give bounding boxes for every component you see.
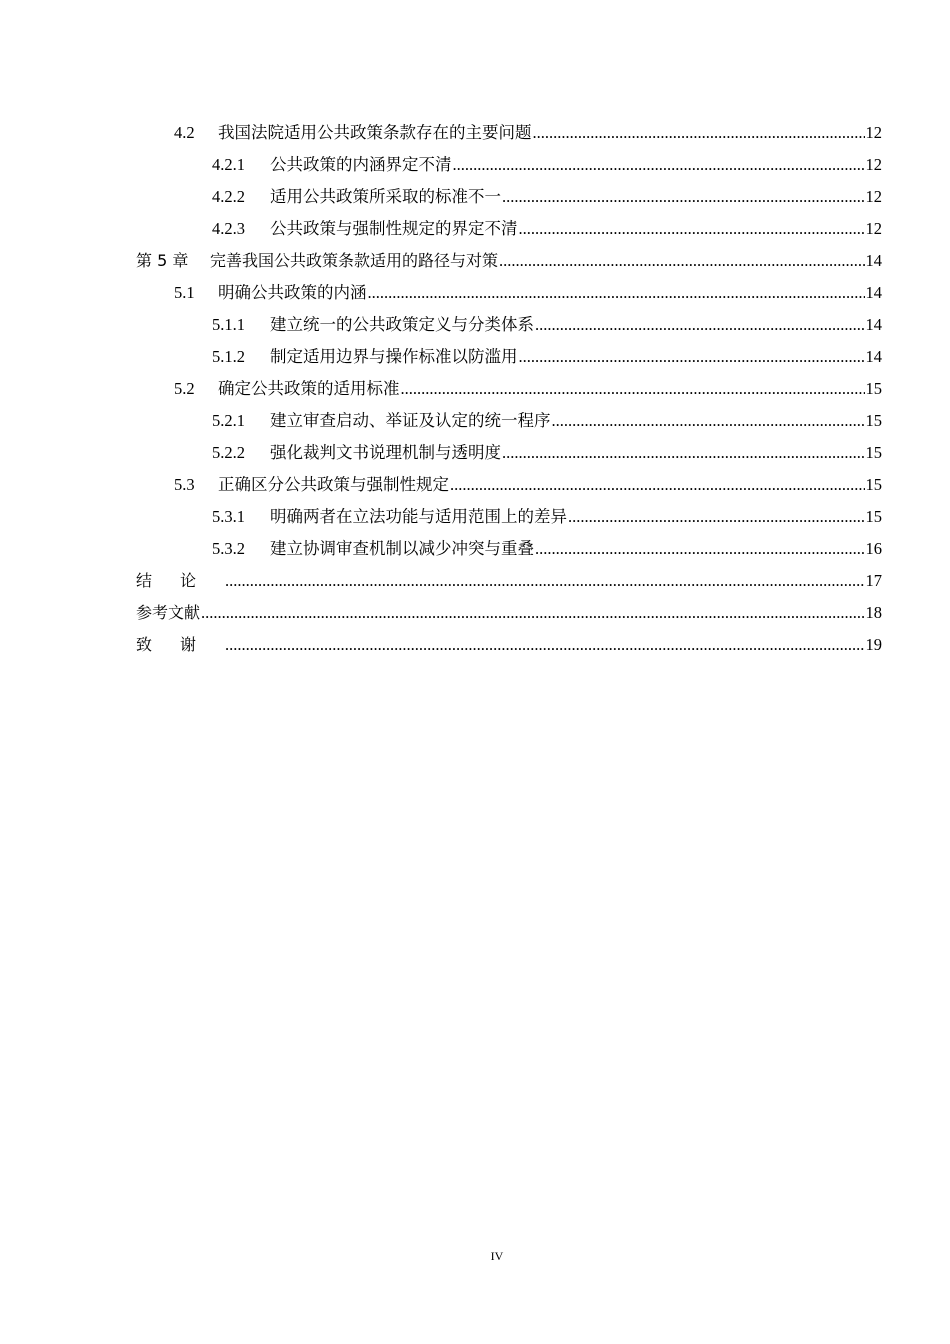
toc-entry-number: 第 5 章 (136, 251, 189, 270)
toc-entry-number: 5.3 (174, 475, 195, 494)
toc-entry-page: 17 (865, 571, 882, 590)
toc-entry-number: 4.2.1 (212, 155, 245, 174)
toc-chapter-entry[interactable] (136, 597, 882, 629)
toc-entry[interactable] (136, 373, 882, 405)
toc-chapter-entry[interactable] (136, 629, 882, 661)
toc-entry-title: 建立协调审查机制以减少冲突与重叠 (270, 539, 534, 558)
toc-chapter-entry[interactable] (136, 245, 882, 277)
toc-dot-leader (552, 405, 865, 437)
toc-dot-leader (401, 373, 865, 405)
toc-entry-page: 14 (865, 251, 882, 270)
toc-entry[interactable] (136, 213, 882, 245)
toc-entry-title: 公共政策的内涵界定不清 (270, 155, 452, 174)
toc-entry-title: 适用公共政策所采取的标准不一 (270, 187, 501, 206)
toc-entry[interactable] (136, 437, 882, 469)
toc-entry[interactable] (136, 341, 882, 373)
toc-entry-title: 正确区分公共政策与强制性规定 (218, 475, 449, 494)
toc-entry-number: 5.2 (174, 379, 195, 398)
toc-entry-title: 公共政策与强制性规定的界定不清 (270, 219, 518, 238)
toc-entry-page: 12 (865, 219, 882, 238)
toc-entry-page: 15 (865, 507, 882, 526)
toc-entry-title: 结论 (136, 571, 225, 590)
toc-dot-leader (535, 309, 865, 341)
toc-entry[interactable] (136, 149, 882, 181)
toc-entry[interactable] (136, 405, 882, 437)
toc-entry-page: 15 (865, 379, 882, 398)
toc-entry-title: 明确两者在立法功能与适用范围上的差异 (270, 507, 567, 526)
toc-dot-leader (225, 629, 864, 661)
toc-dot-leader (519, 213, 865, 245)
toc-entry-page: 14 (865, 315, 882, 334)
toc-dot-leader (519, 341, 865, 373)
toc-dot-leader (450, 469, 865, 501)
toc-dot-leader (533, 117, 865, 149)
toc-dot-leader (499, 245, 864, 277)
toc-entry[interactable] (136, 117, 882, 149)
toc-entry-number: 4.2.2 (212, 187, 245, 206)
toc-entry-title: 明确公共政策的内涵 (218, 283, 367, 302)
toc-entry-number: 4.2.3 (212, 219, 245, 238)
toc-entry-page: 15 (865, 443, 882, 462)
toc-entry-title: 建立统一的公共政策定义与分类体系 (270, 315, 534, 334)
toc-entry-page: 15 (865, 475, 882, 494)
toc-entry-page: 12 (865, 123, 882, 142)
toc-entry-page: 18 (865, 603, 882, 622)
toc-entry-title: 制定适用边界与操作标准以防滥用 (270, 347, 518, 366)
toc-entry-title: 强化裁判文书说理机制与透明度 (270, 443, 501, 462)
toc-dot-leader (502, 437, 865, 469)
toc-entry-number: 5.2.1 (212, 411, 245, 430)
toc-entry-number: 5.3.1 (212, 507, 245, 526)
toc-entry-page: 15 (865, 411, 882, 430)
toc-dot-leader (568, 501, 865, 533)
toc-entry-title: 确定公共政策的适用标准 (218, 379, 400, 398)
toc-entry[interactable] (136, 277, 882, 309)
toc-dot-leader (453, 149, 865, 181)
toc-entry-page: 19 (865, 635, 882, 654)
toc-entry[interactable] (136, 181, 882, 213)
toc-dot-leader (201, 597, 864, 629)
toc-chapter-entry[interactable] (136, 565, 882, 597)
toc-dot-leader (535, 533, 865, 565)
toc-entry-number: 4.2 (174, 123, 195, 142)
toc-entry-page: 12 (865, 155, 882, 174)
toc-entry-number: 5.3.2 (212, 539, 245, 558)
toc-entry-number: 5.2.2 (212, 443, 245, 462)
toc-entry-page: 12 (865, 187, 882, 206)
table-of-contents (136, 117, 882, 661)
toc-entry-title: 建立审查启动、举证及认定的统一程序 (270, 411, 551, 430)
toc-entry[interactable] (136, 533, 882, 565)
toc-entry[interactable] (136, 469, 882, 501)
toc-entry[interactable] (136, 501, 882, 533)
toc-entry-number: 5.1 (174, 283, 195, 302)
toc-entry-page: 16 (865, 539, 882, 558)
toc-entry-number: 5.1.2 (212, 347, 245, 366)
toc-entry-number: 5.1.1 (212, 315, 245, 334)
toc-entry-title: 参考文献 (136, 603, 201, 622)
toc-entry-title: 我国法院适用公共政策条款存在的主要问题 (218, 123, 532, 142)
toc-dot-leader (368, 277, 865, 309)
page-number-footer: IV (490, 1249, 504, 1263)
toc-dot-leader (502, 181, 865, 213)
toc-entry-title: 完善我国公共政策条款适用的路径与对策 (210, 251, 499, 270)
toc-entry[interactable] (136, 309, 882, 341)
toc-entry-page: 14 (865, 283, 882, 302)
toc-dot-leader (225, 565, 864, 597)
toc-entry-title: 致谢 (136, 635, 225, 654)
toc-entry-page: 14 (865, 347, 882, 366)
